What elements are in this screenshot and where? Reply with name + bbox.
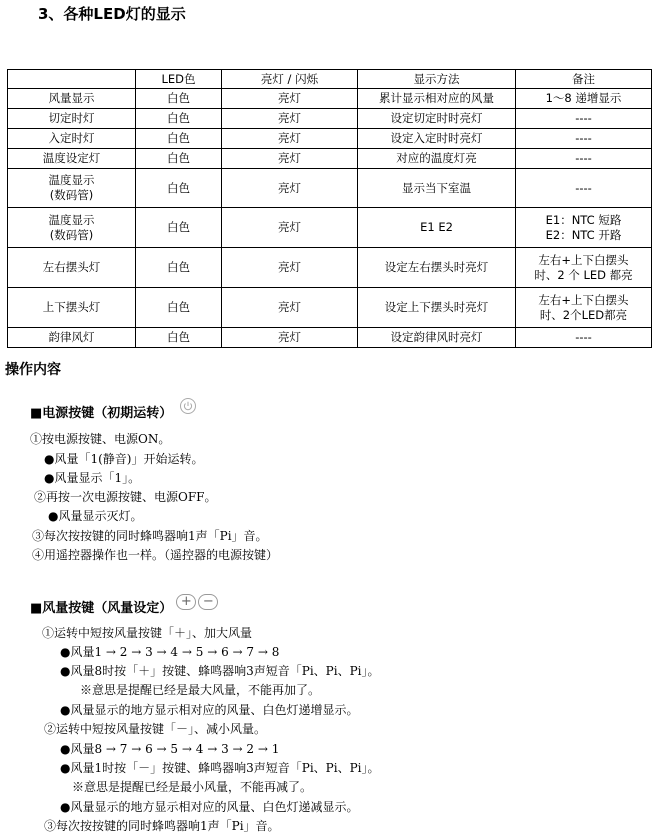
- operation-section-title: 操作内容: [5, 362, 61, 378]
- light-name-cell: [8, 149, 136, 169]
- led-color-cell: 白色: [136, 129, 222, 149]
- light-name-cell-line: 入定时灯: [48, 131, 95, 145]
- power-button-title-text: ■电源按键（初期运转）: [30, 406, 173, 421]
- header-cell: LED色: [136, 70, 222, 89]
- display-method-cell: 设定韵律风时亮灯: [358, 328, 516, 348]
- power-instruction-line: ①按电源按键、电源ON。: [30, 432, 171, 446]
- note-cell: [516, 149, 652, 169]
- display-method-cell: 设定左右摆头时亮灯: [358, 248, 516, 288]
- header-cell: [8, 70, 136, 89]
- fan-instruction-line: ②运转中短按风量按键「－」、减小风量。: [44, 722, 267, 736]
- light-state-cell: 亮灯: [222, 248, 358, 288]
- note-cell-line: 时、2 个 LED 都亮: [534, 267, 633, 282]
- note-cell: [516, 328, 652, 348]
- fan-instruction-line: ●风量显示的地方显示相对应的风量、白色灯递增显示。: [60, 703, 359, 717]
- note-cell: [516, 208, 652, 248]
- note-cell: [516, 288, 652, 328]
- note-cell-line: ----: [575, 111, 592, 125]
- table-row: [8, 208, 652, 248]
- note-cell: [516, 109, 652, 129]
- section-heading: 3、各种LED灯的显示: [38, 5, 186, 23]
- light-name-cell: [8, 169, 136, 208]
- note-cell-line: ----: [575, 131, 592, 145]
- light-state-cell: 亮灯: [222, 109, 358, 129]
- note-cell-line: ----: [575, 180, 592, 195]
- light-name-cell-line: 温度设定灯: [42, 151, 101, 165]
- light-name-cell: [8, 328, 136, 348]
- table-row: [8, 89, 652, 109]
- light-name-cell-line: 切定时灯: [48, 111, 95, 125]
- header-cell: 备注: [516, 70, 652, 89]
- minus-icon: −: [198, 594, 218, 610]
- note-cell-line: ----: [575, 151, 592, 165]
- light-name-cell-line: 上下摆头灯: [42, 300, 101, 314]
- note-cell: [516, 89, 652, 109]
- power-instruction-line: ③每次按按键的同时蜂鸣器响1声「Pi」音。: [32, 529, 268, 543]
- note-cell-line: 时、2个LED都亮: [539, 307, 628, 322]
- light-state-cell: 亮灯: [222, 328, 358, 348]
- display-method-cell: E1 E2: [358, 208, 516, 248]
- note-cell-line: 1～8 递增显示: [545, 91, 622, 105]
- fan-instruction-line: ①运转中短按风量按键「＋」、加大风量: [42, 626, 253, 640]
- note-cell-line: 左右+上下白摆头: [538, 292, 629, 307]
- power-icon: [180, 398, 196, 414]
- note-cell: [516, 248, 652, 288]
- display-method-cell: 设定入定时时亮灯: [358, 129, 516, 149]
- note-cell: [516, 129, 652, 149]
- table-row: [8, 129, 652, 149]
- table-row: [8, 149, 652, 169]
- note-cell-line: E2：NTC 开路: [545, 227, 622, 242]
- light-name-cell: [8, 208, 136, 248]
- light-name-cell-line: 韵律风灯: [48, 330, 95, 344]
- light-state-cell: 亮灯: [222, 169, 358, 208]
- fan-instruction-line: ●风量1时按「－」按键、蜂鸣器响3声短音「Pi、Pi、Pi」。: [60, 761, 380, 775]
- led-color-cell: 白色: [136, 149, 222, 169]
- light-name-cell-line: 温度显示: [48, 173, 95, 187]
- light-state-cell: 亮灯: [222, 208, 358, 248]
- display-method-cell: 对应的温度灯亮: [358, 149, 516, 169]
- fan-speed-button-title: [30, 593, 218, 616]
- fan-instruction-line: ※意思是提醒已经是最大风量，不能再加了。: [80, 683, 321, 697]
- table-row: [8, 288, 652, 328]
- power-instruction-line: ●风量「1(静音)」开始运转。: [44, 452, 204, 466]
- fan-instruction-line: ●风量显示的地方显示相对应的风量、白色灯递减显示。: [60, 800, 359, 814]
- fan-instruction-line: ※意思是提醒已经是最小风量，不能再减了。: [72, 780, 313, 794]
- display-method-cell: 设定上下摆头时亮灯: [358, 288, 516, 328]
- led-color-cell: 白色: [136, 328, 222, 348]
- power-instruction-line: ④用遥控器操作也一样。（遥控器的电源按键）: [32, 548, 279, 562]
- light-name-cell: [8, 248, 136, 288]
- display-method-cell: 累计显示相对应的风量: [358, 89, 516, 109]
- power-instruction-line: ②再按一次电源按键、电源OFF。: [34, 490, 217, 504]
- light-state-cell: 亮灯: [222, 288, 358, 328]
- fan-instruction-line: ●风量8 → 7 → 6 → 5 → 4 → 3 → 2 → 1: [60, 742, 280, 756]
- led-color-cell: 白色: [136, 89, 222, 109]
- display-method-cell: 设定切定时时亮灯: [358, 109, 516, 129]
- table-row: [8, 248, 652, 288]
- table-row: [8, 328, 652, 348]
- led-color-cell: 白色: [136, 169, 222, 208]
- plus-icon: +: [176, 594, 196, 610]
- fan-instruction-line: ③每次按按键的同时蜂鸣器响1声「Pi」音。: [44, 819, 280, 833]
- power-button-title: [30, 402, 196, 421]
- light-name-cell-line: 风量显示: [48, 91, 95, 105]
- note-cell-line: E1：NTC 短路: [545, 212, 622, 227]
- led-color-cell: 白色: [136, 248, 222, 288]
- light-name-cell-line: 左右摆头灯: [42, 260, 101, 274]
- light-state-cell: 亮灯: [222, 129, 358, 149]
- led-display-table: [7, 69, 652, 348]
- light-name-cell: [8, 129, 136, 149]
- light-state-cell: 亮灯: [222, 149, 358, 169]
- table-row: [8, 169, 652, 208]
- fan-instruction-line: ●风量1 → 2 → 3 → 4 → 5 → 6 → 7 → 8: [60, 645, 280, 659]
- led-color-cell: 白色: [136, 208, 222, 248]
- light-name-cell: [8, 109, 136, 129]
- light-name-cell-line: (数码管): [49, 188, 94, 202]
- table-row: [8, 109, 652, 129]
- led-color-cell: 白色: [136, 288, 222, 328]
- header-cell: 显示方法: [358, 70, 516, 89]
- display-method-cell: 显示当下室温: [358, 169, 516, 208]
- note-cell-line: 左右+上下白摆头: [538, 252, 629, 267]
- led-color-cell: 白色: [136, 109, 222, 129]
- light-name-cell: [8, 89, 136, 109]
- note-cell-line: ----: [575, 330, 592, 344]
- light-name-cell: [8, 288, 136, 328]
- note-cell: [516, 169, 652, 208]
- power-instruction-line: ●风量显示灭灯。: [48, 509, 143, 523]
- fan-speed-title-text: ■风量按键（风量设定）: [30, 601, 173, 616]
- power-instruction-line: ●风量显示「1」。: [44, 471, 141, 485]
- header-cell: 亮灯 / 闪烁: [222, 70, 358, 89]
- fan-instruction-line: ●风量8时按「＋」按键、蜂鸣器响3声短音「Pi、Pi、Pi」。: [60, 664, 380, 678]
- table-header-row: [8, 70, 652, 89]
- light-name-cell-line: 温度显示: [48, 212, 95, 227]
- light-state-cell: 亮灯: [222, 89, 358, 109]
- light-name-cell-line: (数码管): [49, 227, 94, 242]
